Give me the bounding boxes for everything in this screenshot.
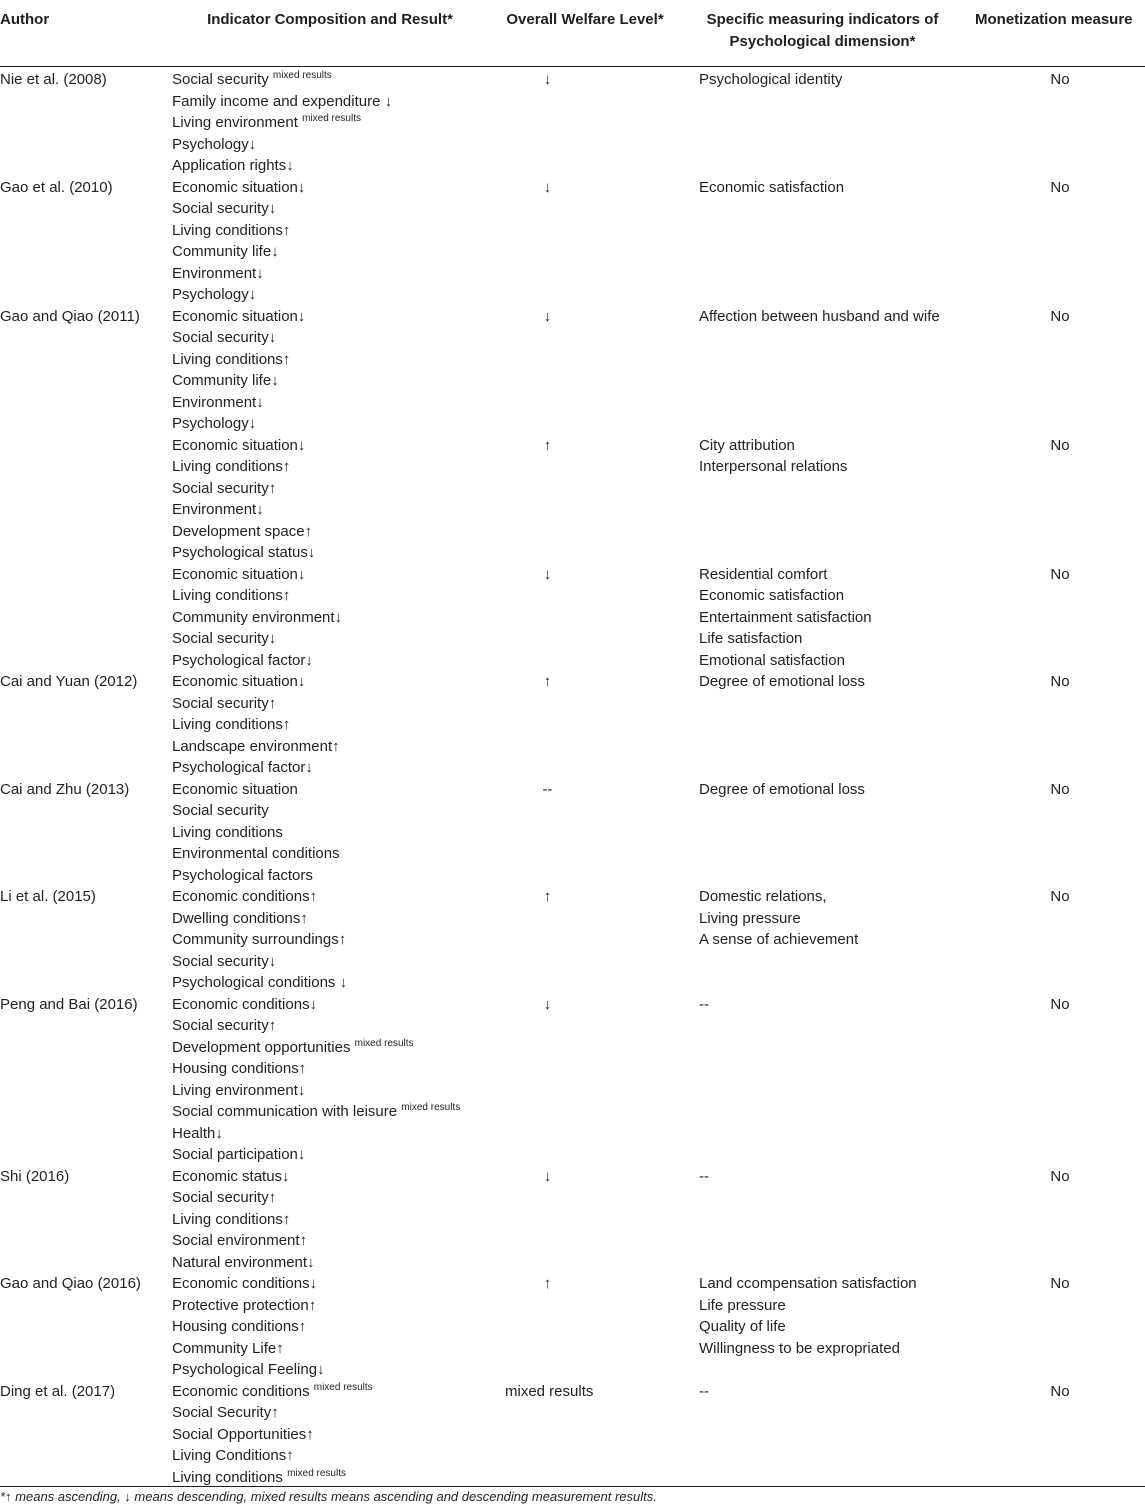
indicator-text: Environment↓ (172, 393, 264, 411)
indicator-text: Psychological factor↓ (172, 759, 313, 776)
row-monetization: No (1050, 888, 1070, 905)
row-psychological (699, 1381, 709, 1403)
row-author: Gao and Qiao (2011) (0, 307, 140, 325)
table-bottom-rule (0, 1486, 1145, 1487)
indicator-text: Landscape environment↑ (172, 737, 340, 755)
indicator-item (172, 779, 340, 801)
indicator-item (172, 671, 340, 693)
table-row (0, 671, 1145, 779)
indicator-text: Community life↓ (172, 372, 279, 389)
psychological-item: Life satisfaction (699, 630, 803, 647)
indicator-text: Community surroundings↑ (172, 931, 347, 948)
row-psychological (699, 564, 872, 672)
indicator-item (172, 1252, 315, 1274)
table-row (0, 1166, 1145, 1274)
indicator-item (172, 1230, 315, 1252)
indicator-text: Living environment (172, 114, 298, 131)
indicator-item (172, 1101, 460, 1123)
indicator-item (172, 843, 340, 865)
indicator-text: Social communication with leisure (172, 1103, 398, 1120)
row-monetization: No (1050, 178, 1070, 196)
indicator-text: Living conditions↑ (172, 458, 291, 475)
table-row (0, 779, 1145, 887)
indicator-note: mixed results (302, 113, 361, 124)
indicator-item (172, 1273, 325, 1295)
psychological-item: Psychological identity (699, 71, 843, 88)
table-row (0, 994, 1145, 1166)
table-row (0, 564, 1145, 672)
header-author: Author (0, 11, 50, 28)
indicator-item (172, 994, 460, 1016)
row-indicators (172, 306, 305, 435)
indicator-text: Psychological conditions ↓ (172, 974, 348, 991)
row-psychological (699, 177, 844, 199)
indicator-item (172, 972, 347, 994)
indicator-item (172, 714, 340, 736)
indicator-item (172, 413, 305, 435)
indicator-text: Social participation↓ (172, 1146, 306, 1163)
indicator-text: Social security↑ (172, 1017, 277, 1034)
psychological-item: Affection between husband and wife (699, 307, 940, 325)
row-overall-welfare: -- (542, 780, 553, 798)
row-author: Gao et al. (2010) (0, 178, 113, 196)
indicator-item (172, 241, 305, 263)
indicator-item (172, 327, 305, 349)
indicator-item (172, 1359, 325, 1381)
indicator-note: mixed results (272, 70, 332, 81)
table-row (0, 1381, 1145, 1489)
row-overall-welfare: ↑ (543, 673, 552, 690)
table-row (0, 886, 1145, 994)
indicator-item (172, 908, 347, 930)
indicator-text: Economic conditions↑ (172, 888, 318, 905)
indicator-text: Community Life↑ (172, 1339, 284, 1357)
table-row (0, 69, 1145, 177)
indicator-item (172, 499, 315, 521)
row-psychological (699, 994, 709, 1016)
indicator-item (172, 1445, 373, 1467)
indicator-item (172, 198, 305, 220)
indicator-text: Living conditions (172, 823, 283, 841)
indicator-text: Economic situation↓ (172, 565, 306, 583)
indicator-text: Psychological factors (172, 866, 313, 884)
indicator-item (172, 91, 392, 113)
indicator-text: Psychological factor↓ (172, 651, 313, 669)
psychological-item: Life pressure (699, 1296, 786, 1314)
indicator-text: Natural environment↓ (172, 1253, 315, 1271)
indicator-item (172, 650, 342, 672)
psychological-item: -- (699, 1382, 709, 1400)
indicator-text: Living conditions↑ (172, 587, 291, 604)
indicator-text: Living conditions↑ (172, 350, 291, 368)
row-monetization: No (1050, 673, 1070, 690)
indicator-text: Living Conditions↑ (172, 1447, 294, 1464)
indicator-text: Economic situation↓ (172, 178, 306, 196)
indicator-item (172, 435, 315, 457)
indicator-text: Social Opportunities↑ (172, 1425, 314, 1443)
indicator-text: Psychology↓ (172, 415, 257, 432)
indicator-item (172, 134, 392, 156)
row-overall-welfare: ↑ (543, 436, 552, 454)
indicator-item (172, 1295, 325, 1317)
psychological-item: Interpersonal relations (699, 458, 848, 475)
indicator-text: Housing conditions↑ (172, 1060, 307, 1077)
indicator-text: Economic situation↓ (172, 673, 306, 690)
psychological-item: Land ccompensation satisfaction (699, 1275, 917, 1292)
psychological-item: -- (699, 995, 709, 1013)
row-indicators (172, 994, 460, 1166)
indicator-note: mixed results (287, 1467, 346, 1479)
indicator-item (172, 370, 305, 392)
indicator-item (172, 736, 340, 758)
indicator-item (172, 542, 315, 564)
table-row (0, 177, 1145, 306)
indicator-item (172, 284, 305, 306)
psychological-item: Emotional satisfaction (699, 651, 845, 669)
indicator-text: Environment↓ (172, 264, 264, 282)
indicator-item (172, 585, 342, 607)
row-indicators (172, 671, 340, 779)
indicator-text: Social security (172, 802, 269, 819)
indicator-text: Protective protection↑ (172, 1296, 317, 1314)
row-psychological (699, 435, 847, 478)
indicator-note: mixed results (313, 1381, 373, 1393)
row-indicators (172, 1273, 325, 1381)
indicator-text: Economic situation↓ (172, 307, 306, 325)
table-footnote: *↑ means ascending, ↓ means descending, mixed results means ascending and descending measurement results. (0, 1489, 657, 1504)
indicator-item (172, 607, 342, 629)
row-overall-welfare: ↑ (543, 888, 552, 905)
row-monetization: No (1050, 1275, 1070, 1292)
indicator-text: Living environment↓ (172, 1081, 306, 1099)
header-monetization: Monetization measure (975, 11, 1133, 28)
row-psychological (699, 1273, 917, 1359)
row-overall-welfare: ↓ (543, 995, 552, 1013)
row-indicators (172, 1166, 315, 1274)
indicator-text: Living conditions↑ (172, 221, 291, 239)
table-row (0, 306, 1145, 435)
indicator-text: Social security↓ (172, 200, 277, 217)
indicator-text: Social security↑ (172, 1189, 277, 1206)
indicator-text: Social security (172, 71, 269, 88)
row-monetization: No (1050, 436, 1070, 454)
indicator-item (172, 1187, 315, 1209)
row-overall-welfare: ↓ (543, 178, 552, 196)
indicator-text: Psychological status↓ (172, 544, 316, 561)
row-overall-welfare: ↓ (543, 565, 552, 583)
indicator-item (172, 1338, 325, 1360)
row-overall-welfare: ↑ (543, 1275, 552, 1292)
row-indicators (172, 177, 305, 306)
indicator-text: Housing conditions↑ (172, 1318, 307, 1335)
indicator-item (172, 886, 347, 908)
row-author: Cai and Yuan (2012) (0, 673, 138, 690)
indicator-text: Psychology↓ (172, 286, 257, 303)
row-overall-welfare: ↓ (543, 71, 552, 88)
indicator-note: mixed results (354, 1037, 414, 1049)
row-author: Peng and Bai (2016) (0, 995, 138, 1013)
indicator-item (172, 1037, 460, 1059)
indicator-item (172, 456, 315, 478)
table-row (0, 435, 1145, 564)
row-monetization: No (1050, 71, 1070, 88)
indicator-text: Psychological Feeling↓ (172, 1361, 325, 1378)
indicator-text: Health↓ (172, 1124, 223, 1142)
indicator-text: Social security↓ (172, 630, 277, 647)
psychological-item: Degree of emotional loss (699, 780, 865, 798)
indicator-text: Application rights↓ (172, 157, 294, 174)
indicator-item (172, 1166, 315, 1188)
indicator-text: Environmental conditions (172, 845, 340, 862)
indicator-text: Community life↓ (172, 243, 279, 260)
row-monetization: No (1050, 307, 1070, 325)
indicator-item (172, 865, 340, 887)
psychological-item: Economic satisfaction (699, 587, 845, 604)
indicator-text: Living conditions (172, 1468, 283, 1486)
row-indicators (172, 1381, 373, 1489)
psychological-item: Degree of emotional loss (699, 673, 865, 690)
indicator-text: Development space↑ (172, 522, 313, 540)
indicator-item (172, 112, 392, 134)
indicator-text: Living conditions↑ (172, 1210, 291, 1228)
indicator-text: Economic conditions (172, 1382, 310, 1400)
indicator-item (172, 757, 340, 779)
row-indicators (172, 779, 340, 887)
psychological-item: City attribution (699, 436, 795, 454)
psychological-item: Domestic relations, (699, 888, 827, 905)
row-monetization: No (1050, 780, 1070, 798)
indicator-item (172, 155, 392, 177)
row-psychological (699, 1166, 709, 1188)
indicator-text: Economic conditions↓ (172, 1275, 318, 1292)
indicator-item (172, 1123, 460, 1145)
indicator-item (172, 349, 305, 371)
row-monetization: No (1050, 995, 1070, 1013)
psychological-item: Residential comfort (699, 565, 828, 583)
row-author: Cai and Zhu (2013) (0, 780, 130, 798)
row-psychological (699, 306, 940, 328)
row-psychological (699, 779, 865, 801)
indicator-text: Dwelling conditions↑ (172, 909, 308, 927)
indicator-text: Social environment↑ (172, 1232, 308, 1249)
psychological-item: Quality of life (699, 1318, 786, 1335)
row-indicators (172, 886, 347, 994)
indicator-text: Environment↓ (172, 501, 264, 518)
indicator-text: Social security↓ (172, 952, 277, 970)
row-overall-welfare: mixed results (505, 1382, 594, 1400)
indicator-text: Social security↓ (172, 329, 277, 346)
indicator-item (172, 800, 340, 822)
row-author: Gao and Qiao (2016) (0, 1275, 141, 1292)
indicator-text: Economic status↓ (172, 1167, 290, 1185)
indicator-text: Family income and expenditure ↓ (172, 92, 393, 110)
row-indicators (172, 69, 392, 177)
row-author: Shi (2016) (0, 1167, 70, 1185)
indicator-item (172, 1058, 460, 1080)
indicator-item (172, 306, 305, 328)
indicator-text: Living conditions↑ (172, 716, 291, 733)
indicator-item (172, 220, 305, 242)
psychological-item: Economic satisfaction (699, 178, 845, 196)
indicator-text: Social Security↑ (172, 1404, 279, 1421)
indicator-item (172, 521, 315, 543)
indicator-item (172, 1080, 460, 1102)
psychological-item: -- (699, 1167, 709, 1185)
row-monetization: No (1050, 1382, 1070, 1400)
indicator-item (172, 263, 305, 285)
row-psychological (699, 886, 858, 951)
indicator-item (172, 951, 347, 973)
header-psychological: Specific measuring indicators of Psychological dimension* (706, 11, 939, 50)
row-monetization: No (1050, 565, 1070, 583)
psychological-item: Living pressure (699, 909, 801, 927)
indicator-item (172, 1316, 325, 1338)
indicator-item (172, 478, 315, 500)
table-header (0, 0, 1145, 67)
indicator-item (172, 628, 342, 650)
indicator-item (172, 1381, 373, 1403)
row-overall-welfare: ↓ (543, 307, 552, 325)
row-author: Nie et al. (2008) (0, 71, 107, 88)
row-psychological (699, 671, 865, 693)
row-indicators (172, 435, 315, 564)
row-psychological (699, 69, 842, 91)
indicator-item (172, 69, 392, 91)
indicator-text: Social security↑ (172, 479, 277, 497)
indicator-item (172, 564, 342, 586)
psychological-item: Entertainment satisfaction (699, 608, 872, 626)
indicator-text: Economic situation↓ (172, 436, 306, 454)
row-monetization: No (1050, 1167, 1070, 1185)
indicator-item (172, 1209, 315, 1231)
indicator-item (172, 1424, 373, 1446)
indicator-item (172, 1402, 373, 1424)
row-author: Ding et al. (2017) (0, 1382, 116, 1400)
indicator-item (172, 1144, 460, 1166)
indicator-item (172, 929, 347, 951)
indicator-item (172, 1015, 460, 1037)
indicator-text: Social security↑ (172, 694, 277, 712)
row-overall-welfare: ↓ (543, 1167, 552, 1185)
header-overall-welfare: Overall Welfare Level* (506, 11, 664, 28)
row-author: Li et al. (2015) (0, 888, 96, 905)
indicator-item (172, 177, 305, 199)
indicator-item (172, 822, 340, 844)
table-body (0, 69, 1145, 1488)
table-row (0, 1273, 1145, 1381)
row-indicators (172, 564, 342, 672)
indicator-note: mixed results (401, 1102, 461, 1113)
header-indicator: Indicator Composition and Result* (207, 11, 453, 28)
indicator-text: Economic conditions↓ (172, 995, 318, 1013)
indicator-text: Psychology↓ (172, 135, 257, 153)
indicator-text: Development opportunities (172, 1038, 351, 1056)
indicator-text: Economic situation (172, 780, 298, 798)
indicator-text: Community environment↓ (172, 608, 343, 626)
psychological-item: Willingness to be expropriated (699, 1339, 900, 1357)
indicator-item (172, 392, 305, 414)
indicator-item (172, 1467, 373, 1489)
psychological-item: A sense of achievement (699, 931, 859, 948)
indicator-item (172, 693, 340, 715)
